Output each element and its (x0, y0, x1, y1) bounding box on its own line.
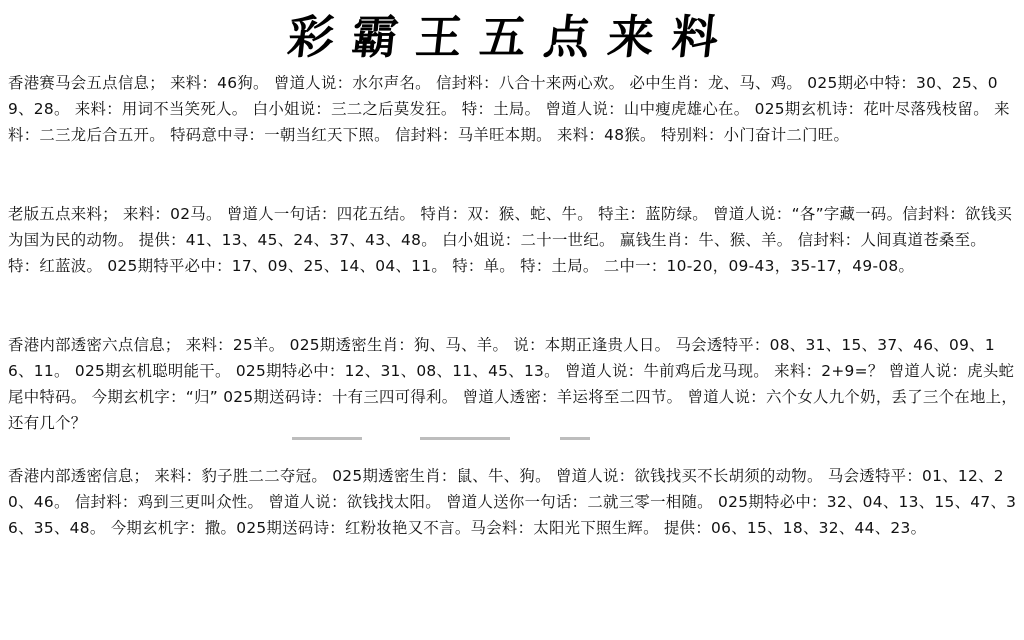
info-paragraph-insider-info: 香港内部透密信息； 来料：豹子胜二二夺冠。 025期透密生肖：鼠、牛、狗。 曾道人说：欲钱找买不长胡须的动物。 马会透特平：01、12、20、46。 信封料：鸡到三更叫众性。 曾道人说：欲钱找太阳。 曾道人送你一句话：二就三零一相随。 025期特必中：32、04、13、15、47、36、35、48。 今期玄机字：撒。025期送码诗：红粉妆艳又不言。马会料：太阳光下照生辉。 提供：06、15、18、32、44、23。 (8, 467, 1017, 537)
scan-smudge (292, 437, 362, 440)
scan-smudge (560, 437, 590, 440)
document-title: 彩霸王五点来料 (285, 10, 739, 64)
scan-smudge (420, 437, 510, 440)
info-paragraph-hk-jockey-club: 香港赛马会五点信息； 来料：46狗。 曾道人说：水尔声名。 信封料：八合十来两心欢。 必中生肖：龙、马、鸡。 025期必中特：30、25、09、28。 来料：用词不当笑死人。 白小姐说：三二之后莫发狂。 特：土局。 曾道人说：山中瘦虎雄心在。 025期玄机诗：花叶尽落残枝留。 来料：二三龙后合五开。 特码意中寻：一朝当红天下照。 信封料：马羊旺本期。 来料：48猴。 特别料：小门奋计二门旺。 (8, 74, 1010, 144)
info-paragraph-old-edition: 老版五点来料； 来料：02马。 曾道人一句话：四花五结。 特肖：双：猴、蛇、牛。 特主：蓝防绿。 曾道人说：“各”字藏一码。信封料：欲钱买为国为民的动物。 提供：41、13、45、24、37、43、48。 白小姐说：二十一世纪。 赢钱生肖：牛、猴、羊。 信封料：人间真道苍桑至。 特：红蓝波。 025期特平必中：17、09、25、14、04、11。 特：单。 特：土局。 二中一：10-20，09-43，35-17，49-08。 (8, 205, 1013, 275)
info-paragraph-insider-six-points: 香港内部透密六点信息； 来料：25羊。 025期透密生肖：狗、马、羊。 说：本期正逢贵人日。 马会透特平：08、31、15、37、46、09、16、11。 025期玄机聪明能干。 025期特必中：12、31、08、11、45、13。 曾道人说：牛前鸡后龙马现。 来料：2+9=？ 曾道人说：虎头蛇尾中特码。 今期玄机字：“归” 025期送码诗：十有三四可得利。 曾道人透密：羊运将至二四节。 曾道人说：六个女人九个奶，丢了三个在地上，还有几个？ (8, 336, 1018, 432)
